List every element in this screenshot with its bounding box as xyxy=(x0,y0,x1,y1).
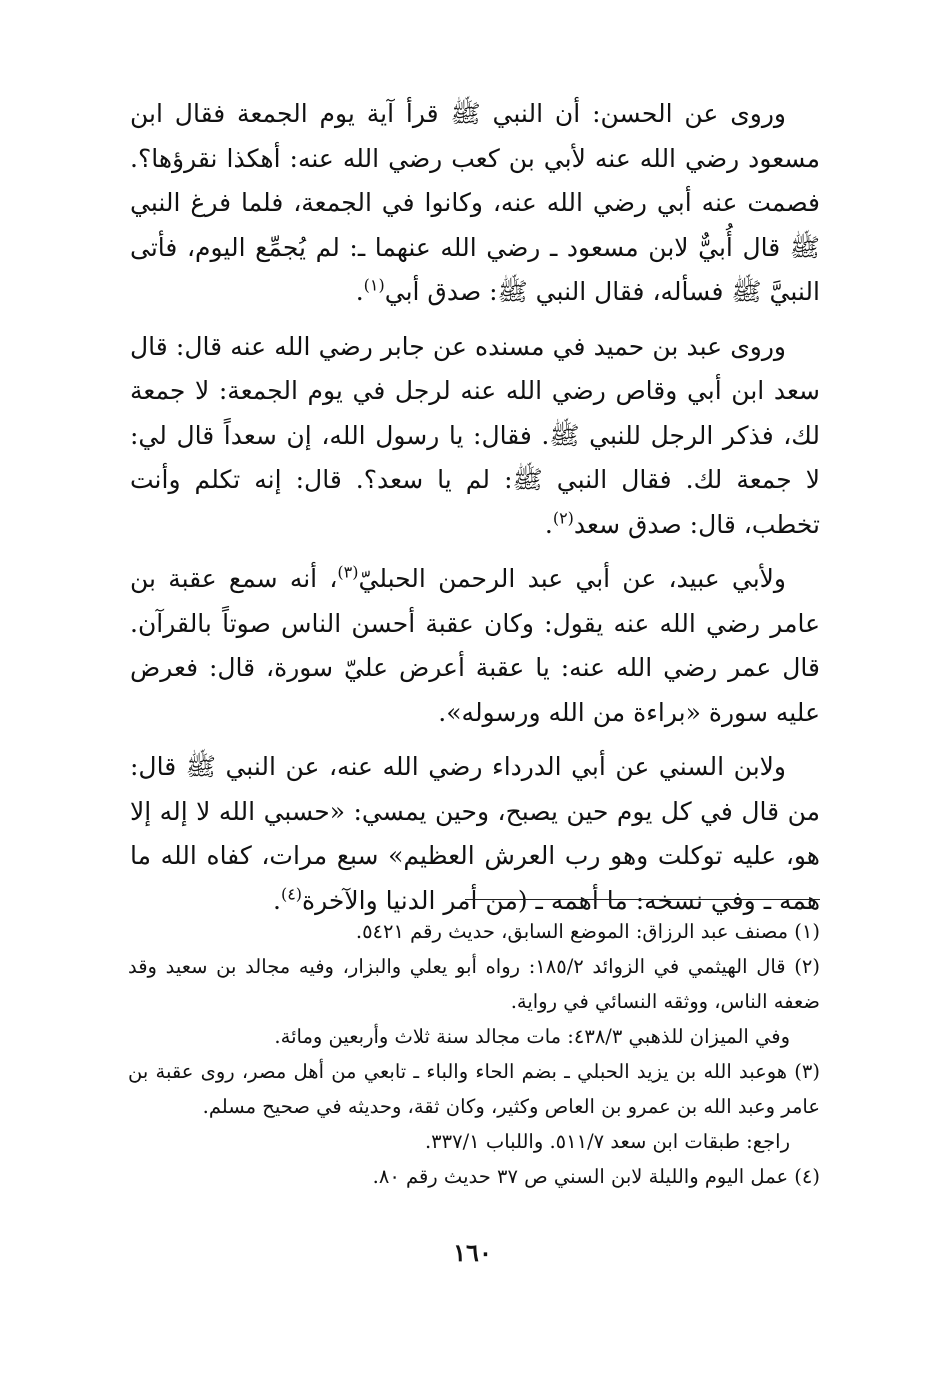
footnote-separator xyxy=(465,899,820,900)
paragraph-text: وروى عبد بن حميد في مسنده عن جابر رضي الله عنه قال: قال سعد ابن أبي وقاص رضي الله عنه لرجل في يوم الجمعة: لا جمعة لك، فذكر الرجل للنبي ﷺ. فقال: يا رسول الله، إن سعداً قال لي: لا جمعة لك. فقال النبي ﷺ: لم يا سعد؟. قال: إنه تكلم وأنت تخطب، قال: صدق سعد xyxy=(130,331,820,539)
footnote-marker: (٢) xyxy=(552,508,574,528)
paragraph-text: وروى عن الحسن: أن النبي ﷺ قرأ آية يوم الجمعة فقال ابن مسعود رضي الله عنه لأبي بن كعب رضي الله عنه: أهكذا نقرؤها؟. فصمت عنه أبي رضي الله عنه، وكانوا في الجمعة، فلما فرغ النبي ﷺ قال أُبيٌّ لابن مسعود ـ رضي الله عنهما ـ: لم يُجمِّع اليوم، فأتى النبيَّ ﷺ فسأله، فقال النبي ﷺ: صدق أبي xyxy=(130,99,820,306)
footnote-1: (١) مصنف عبد الرزاق: الموضع السابق، حديث رقم ٥٤٢١. xyxy=(355,920,820,943)
footnote-marker: (٤) xyxy=(280,884,303,904)
paragraph-end: . xyxy=(272,885,281,915)
footnote-2: (٢) قال الهيثمي في الزوائد ١٨٥/٢: رواه أبو يعلي والبزار، وفيه مجالد بن سعيد وقد ضعفه الناس، ووثقه النسائي في رواية. xyxy=(128,955,820,1013)
footnotes-block xyxy=(128,914,820,1194)
paragraph-end: ، أنه سمع عقبة بن عامر رضي الله عنه يقول: وكان عقبة أحسن الناس صوتاً بالقرآن. قال عمر رضي الله عنه: يا عقبة أعرض عليّ سورة، قال: فعرض عليه سورة «براءة من الله ورسوله». xyxy=(130,564,820,727)
footnote-3: (٣) هوعبد الله بن يزيد الحبلي ـ بضم الحاء والباء ـ تابعي من أهل مصر، روى عقبة بن عامر وعبد الله بن عمرو بن العاص وكثير، وكان ثقة، وحديثه في صحيح مسلم. xyxy=(128,1060,820,1118)
paragraph-text: ولأبي عبيد، عن أبي عبد الرحمن الحبليّ xyxy=(358,564,786,593)
footnote-3-continuation: راجع: طبقات ابن سعد ٥١١/٧. واللباب ٣٣٧/١. xyxy=(424,1130,790,1153)
paragraph-4 xyxy=(130,745,820,923)
paragraph-2 xyxy=(130,325,820,548)
paragraph-3 xyxy=(130,557,820,735)
main-text-block xyxy=(130,92,820,923)
footnote-marker: (١) xyxy=(363,275,385,295)
page-number: ١٦٠ xyxy=(453,1238,492,1267)
footnote-4: (٤) عمل اليوم والليلة لابن السني ص ٣٧ حديث رقم ٨٠. xyxy=(372,1165,820,1188)
paragraph-1 xyxy=(130,92,820,315)
paragraph-end: . xyxy=(355,277,364,306)
footnote-marker: (٣) xyxy=(337,562,359,582)
paragraph-text: ولابن السني عن أبي الدرداء رضي الله عنه، عن النبي ﷺ قال: من قال في كل يوم حين يصبح، وحين يمسي: «حسبي الله لا إله إلا هو، عليه توكلت وهو رب العرش العظيم» سبع مرات، كفاه الله ما همه ـ وفي نسخه: ما أهمه ـ (من أمر الدنيا والآخرة xyxy=(130,752,820,915)
footnote-2-continuation: وفي الميزان للذهبي ٤٣٨/٣: مات مجالد سنة ثلاث وأربعين ومائة. xyxy=(274,1025,790,1048)
paragraph-end: . xyxy=(544,509,553,539)
